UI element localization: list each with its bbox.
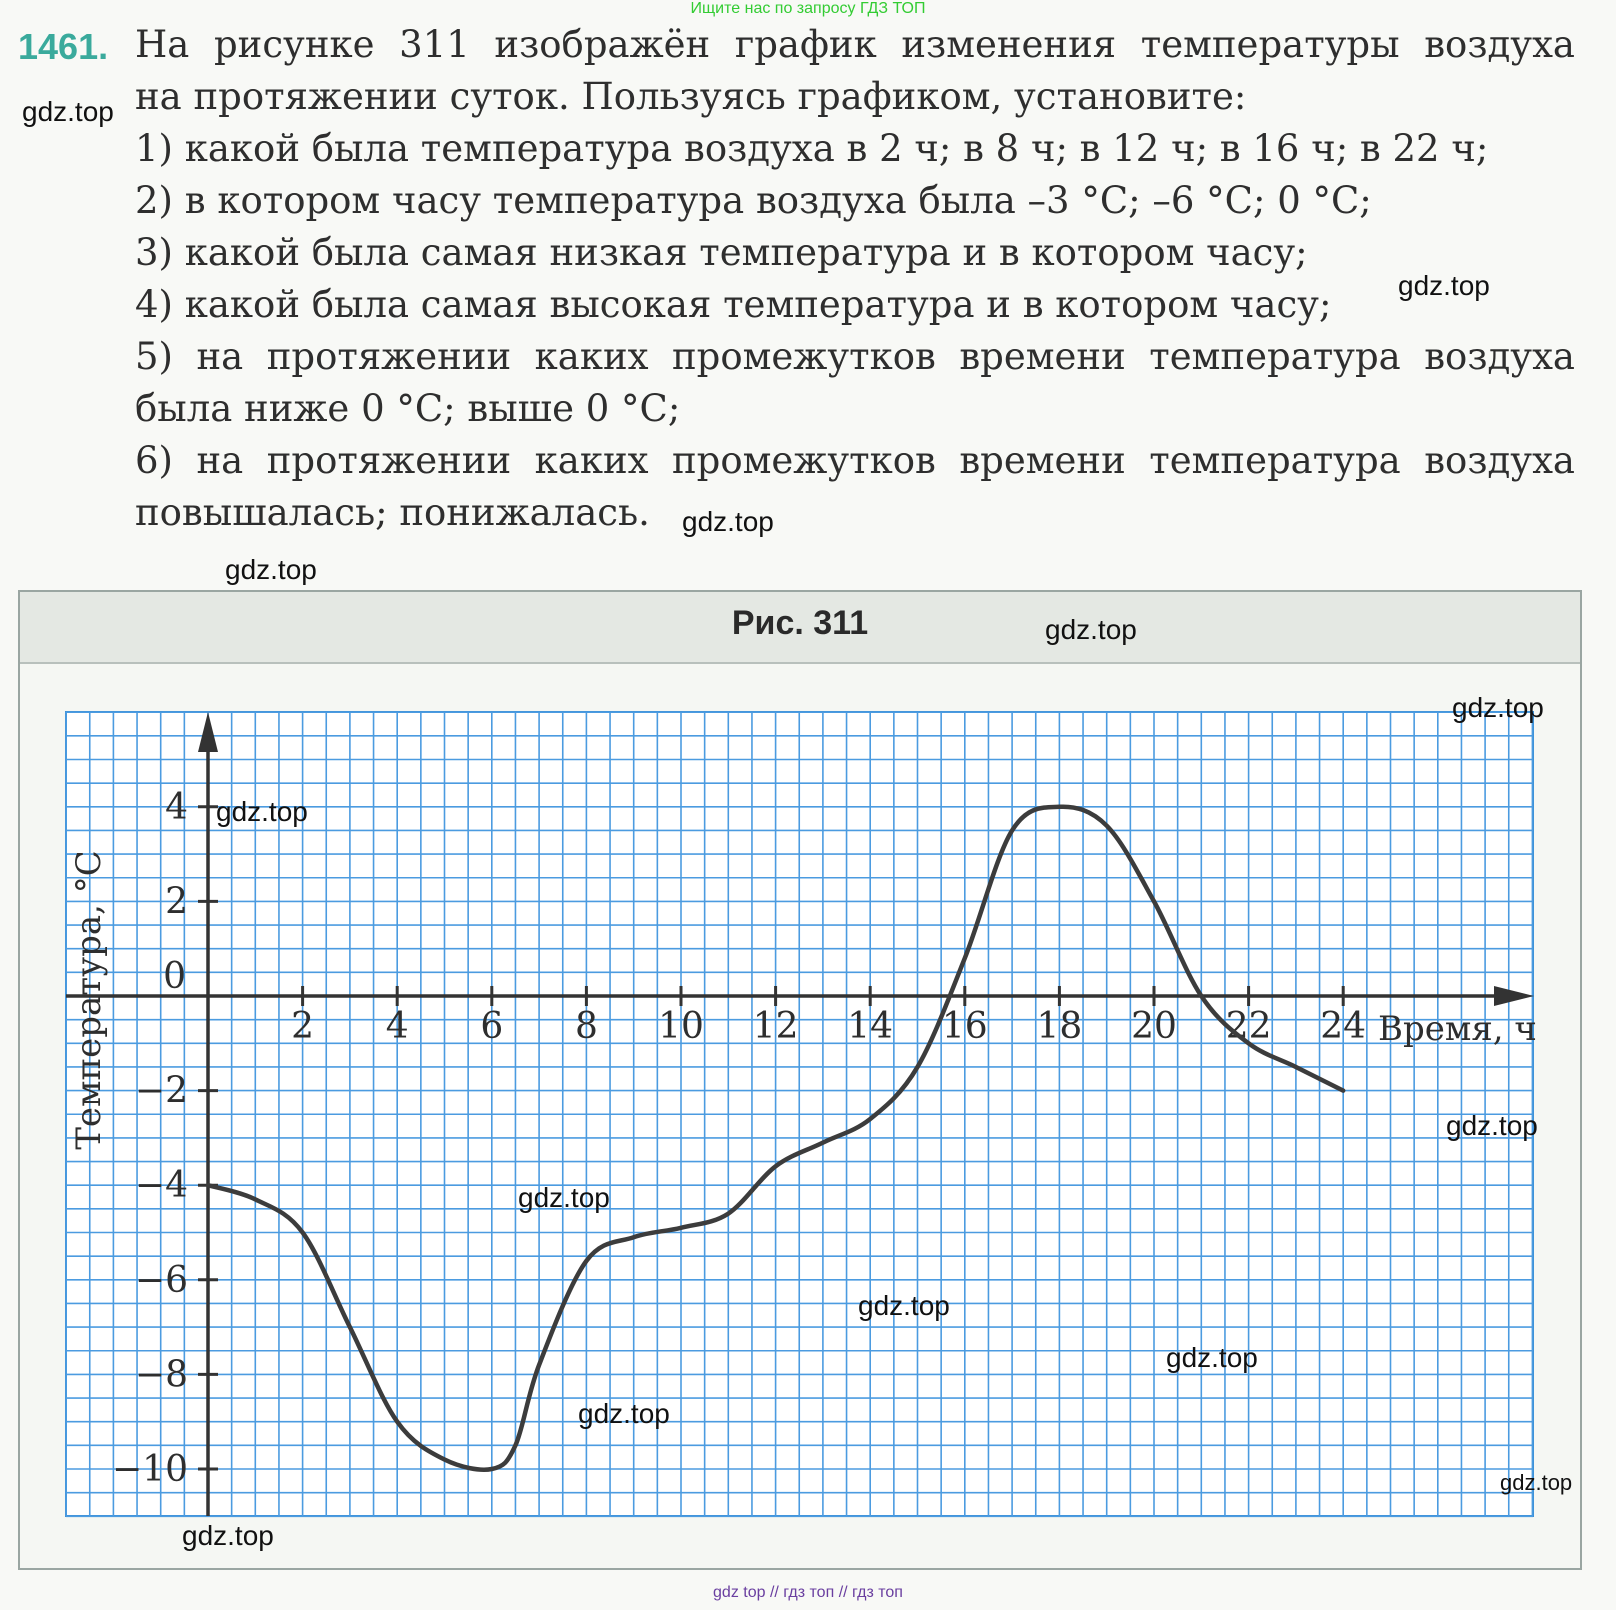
figure-title: Рис. 311 [731,604,869,642]
y-tick-label: −2 [134,1070,188,1112]
x-tick-label: 6 [480,1006,504,1047]
x-tick-label: 20 [1131,1006,1177,1047]
watermark: gdz.top [1166,1342,1258,1373]
watermark: gdz.top [225,554,317,585]
x-tick-label: 8 [574,1006,598,1047]
watermark: gdz.top [1500,1470,1573,1495]
question-5-line1: 5) на протяжении каких промежутков времени температура воздуха [135,335,1575,378]
problem-intro-line1: На рисунке 311 изображён график изменения температуры воздуха [135,23,1575,66]
x-axis-label: Время, ч [1378,1009,1537,1049]
question-6-line1: 6) на протяжении каких промежутков времени температура воздуха [135,439,1575,482]
watermark: gdz.top [518,1182,610,1213]
x-tick-label: 18 [1036,1006,1083,1047]
watermark: gdz.top [22,96,114,127]
watermark: gdz.top [1045,614,1137,645]
x-tick-label: 14 [847,1006,894,1047]
question-6-line2: повышалась; понижалась. [135,491,650,534]
top-banner[interactable]: Ищите нас по запросу ГДЗ ТОП [690,0,926,17]
y-tick-label: −4 [134,1165,188,1207]
x-tick-label: 24 [1320,1006,1367,1047]
problem-intro-line2: на протяжении суток. Пользуясь графиком, установите: [135,75,1247,118]
watermark: gdz.top [1398,270,1490,301]
watermark: gdz.top [858,1290,950,1321]
x-tick-label: 10 [658,1006,704,1047]
x-tick-label: 2 [291,1006,315,1047]
x-tick-label: 12 [752,1006,799,1047]
origin-label: 0 [163,956,186,997]
watermark: gdz.top [182,1520,274,1551]
y-tick-label: −8 [134,1354,188,1396]
question-2: 2) в котором часу температура воздуха была –3 °С; –6 °С; 0 °С; [135,179,1372,222]
y-tick-label: −10 [112,1449,188,1490]
watermark: gdz.top [1452,692,1544,723]
question-4: 4) какой была самая высокая температура и в котором часу; [135,283,1332,326]
question-1: 1) какой была температура воздуха в 2 ч; в 8 ч; в 12 ч; в 16 ч; в 22 ч; [135,127,1489,170]
question-5-line2: была ниже 0 °С; выше 0 °С; [135,387,681,430]
y-tick-label: 4 [165,786,188,828]
watermark: gdz.top [216,796,308,827]
problem-number: 1461. [18,26,109,67]
y-tick-label: −6 [134,1259,188,1301]
x-tick-label: 22 [1225,1006,1272,1047]
y-axis-label: Температура, °С [69,850,109,1150]
watermark: gdz.top [578,1398,670,1429]
chart-grid [66,712,1533,1516]
watermark: gdz.top [1446,1110,1538,1141]
x-tick-label: 4 [385,1006,409,1047]
question-3: 3) какой была самая низкая температура и в котором часу; [135,231,1308,274]
watermark: gdz.top [682,506,774,537]
y-tick-label: 2 [165,881,188,923]
x-tick-label: 16 [941,1006,988,1047]
bottom-banner[interactable]: gdz top // гдз топ // гдз топ [713,1584,903,1601]
